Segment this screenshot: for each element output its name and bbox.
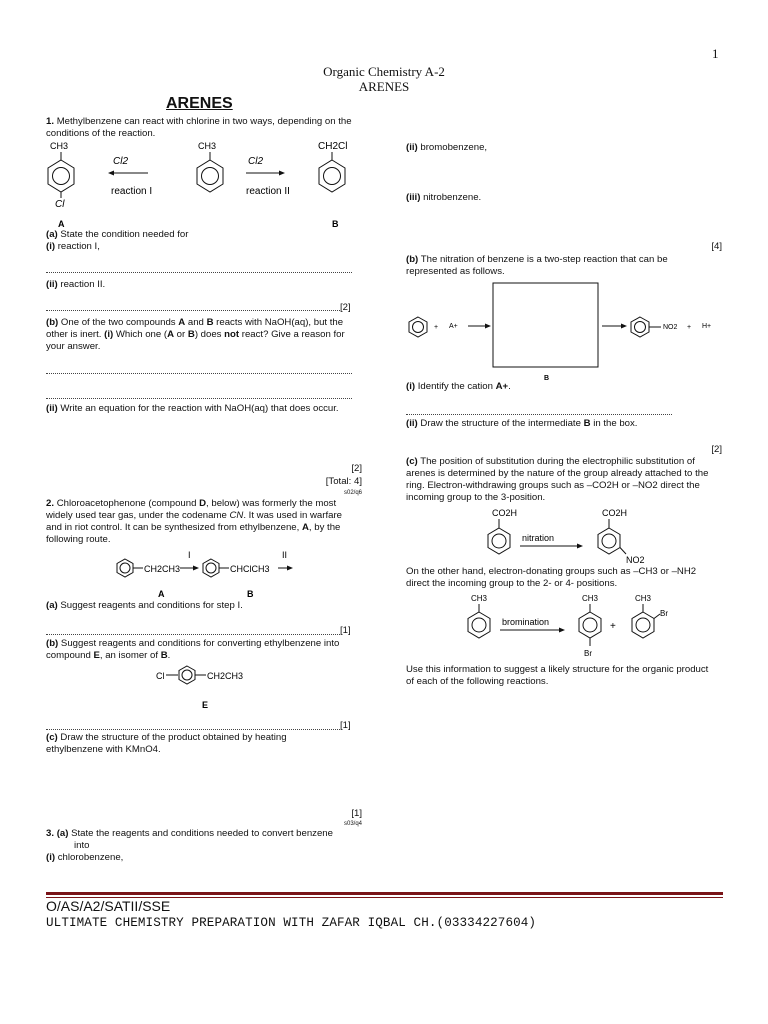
q3-part-c xyxy=(406,456,716,504)
compound-e-structure xyxy=(150,662,270,714)
nitration-plus-1: + xyxy=(434,324,439,331)
nitration-scheme xyxy=(404,280,722,384)
q2-intro-1: Chloroacetophenone (compound xyxy=(56,498,197,509)
q3-iii-text: nitrobenzene. xyxy=(423,192,482,203)
q3-a-text: State the reagents and conditions needed to convert benzene xyxy=(71,828,333,839)
q1-part-b-ii xyxy=(46,403,366,415)
q1-ch3-label-center: CH3 xyxy=(198,141,217,151)
q3-c-text-3: Use this information to suggest a likely structure for the organic product of each of the following reactions. xyxy=(406,664,709,687)
q2-b-text1: Suggest reagents and conditions for converting ethylbenzene into compound xyxy=(46,638,340,661)
q2-c-mark: [1] xyxy=(351,808,362,819)
page-number: 1 xyxy=(712,46,719,61)
q3-part-a-iii xyxy=(406,192,481,204)
q1-b-compound-b: B xyxy=(206,317,214,328)
q3-part-a xyxy=(46,828,358,840)
q1-a-i-text: reaction I, xyxy=(57,241,100,252)
answer-line[interactable] xyxy=(46,729,340,730)
document-title: Organic Chemistry A-2 xyxy=(323,64,445,79)
chlorotoluene-structure xyxy=(48,141,74,210)
answer-line[interactable] xyxy=(46,634,340,635)
document-subtitle: ARENES xyxy=(358,79,410,94)
bromination-plus: + xyxy=(610,621,616,632)
toluene-structure xyxy=(197,141,223,192)
q2-part-c xyxy=(46,732,336,756)
q3-ii-label: (ii) xyxy=(406,142,418,153)
bromination-br-para: Br xyxy=(584,649,592,658)
compound-e-cl-label: Cl xyxy=(156,671,165,681)
q3-b-i-dot: . xyxy=(508,381,511,392)
nitration-example-scheme xyxy=(484,504,664,566)
answer-line[interactable] xyxy=(46,398,352,399)
q3-c-label: (c) xyxy=(406,456,418,467)
q1-reagent2: Cl2 xyxy=(248,156,264,167)
q3-b-i-cation: A+ xyxy=(495,381,509,392)
section-title: ARENES xyxy=(166,95,233,112)
nitration-example-co2h-1: CO2H xyxy=(492,508,518,518)
q2-synthesis-scheme xyxy=(110,548,310,598)
q1-a-mark: [2] xyxy=(340,302,351,313)
bromination-example-scheme xyxy=(458,590,688,668)
q2-step2-label: II xyxy=(282,550,288,560)
q1-a-ii-text: reaction II. xyxy=(60,279,106,290)
footer-author: ULTIMATE CHEMISTRY PREPARATION WITH ZAFAR IQBAL CH.(03334227604) xyxy=(46,916,537,930)
bromination-br-ortho: Br xyxy=(660,609,668,618)
q2-b-mark: [1] xyxy=(340,720,351,731)
q3-b-mark: [2] xyxy=(711,444,722,455)
compound-e-label: E xyxy=(202,700,209,710)
nitration-example-co2h-2: CO2H xyxy=(602,508,628,518)
q3-number: 3. xyxy=(46,828,55,839)
q1-b-text2: reacts with NaOH(aq), but the other is inert. xyxy=(46,317,344,340)
q3-b-text: The nitration of benzene is a two-step reaction that can be represented as follows. xyxy=(406,254,668,277)
q2-label-a: A xyxy=(158,589,165,598)
q1-intro xyxy=(46,116,356,140)
q1-a-i-label: (i) xyxy=(46,241,56,252)
q1-b-label: (b) xyxy=(46,317,59,328)
q1-intro-text: Methylbenzene can react with chlorine in two ways, depending on the conditions of the reaction. xyxy=(46,116,352,139)
q2-part-b xyxy=(46,638,362,662)
q3-ii-text: bromobenzene, xyxy=(420,142,488,153)
q1-b-ii-label: (ii) xyxy=(46,403,58,414)
benzyl-chloride-structure xyxy=(318,141,347,192)
q3-into: into xyxy=(74,840,90,851)
nitration-plus-2: + xyxy=(687,324,692,331)
q3-b-i-label: (i) xyxy=(406,381,416,392)
q2-intro-3: . It was used in warfare and in riot control. It can be synthesized from ethylbenzene, xyxy=(46,510,342,533)
q1-reagent1: Cl2 xyxy=(113,156,129,167)
q3-b-ii-text1: Draw the structure of the intermediate xyxy=(420,418,581,429)
q2-ethyl-label: CH2CH3 xyxy=(144,564,181,574)
q2-a-text: Suggest reagents and conditions for step I. xyxy=(60,600,243,611)
nitration-example-no2: NO2 xyxy=(626,555,645,565)
q2-compound-a: A xyxy=(301,522,309,533)
q1-b-i-not: not xyxy=(224,329,240,340)
q1-b-ii-text: Write an equation for the reaction with NaOH(aq) that does occur. xyxy=(60,403,339,414)
q3-part-b-i xyxy=(406,381,511,393)
q2-c-text: Draw the structure of the product obtained by heating ethylbenzene with KMnO4. xyxy=(46,732,287,755)
q1-compound-a-label: A xyxy=(58,219,65,229)
q1-b-and: and xyxy=(187,317,204,328)
q3-i-label: (i) xyxy=(46,852,56,863)
q1-b-i-text1: Which one ( xyxy=(115,329,168,340)
nitration-product-no2: NO2 xyxy=(663,324,678,331)
q2-chloroethyl-label: CHClCH3 xyxy=(230,564,270,574)
q3-part-b-ii xyxy=(406,418,637,430)
q2-b-label: (b) xyxy=(46,638,59,649)
bromination-ch3-1: CH3 xyxy=(471,594,488,603)
answer-line[interactable] xyxy=(46,272,352,273)
q1-total: [Total: 4] xyxy=(325,476,362,487)
q2-part-a xyxy=(46,600,358,612)
q3-b-i-text: Identify the cation xyxy=(417,381,493,392)
q1-a-ii-label: (ii) xyxy=(46,279,58,290)
q2-a-mark: [1] xyxy=(340,625,351,636)
q2-label-b: B xyxy=(247,589,254,598)
intermediate-box-label: B xyxy=(544,375,550,382)
q1-ch3-label-a: CH3 xyxy=(50,141,69,151)
q2-b-compound-e: E xyxy=(93,650,100,661)
q2-a-label: (a) xyxy=(46,600,58,611)
q2-number: 2. xyxy=(46,498,55,509)
q3-c-text: The position of substitution during the electrophilic substitution of arenes is determined by the nature of the group already attached to the ring. Electron-withdrawing groups such as –CO2H or –NO2 direct the incoming group to the 3-position. xyxy=(406,456,709,503)
q3-part-b xyxy=(406,254,706,278)
intermediate-answer-box xyxy=(493,283,598,367)
bromination-ch3-2: CH3 xyxy=(582,594,599,603)
q2-b-text2: , an isomer of xyxy=(99,650,159,661)
q3-i-text: chlorobenzene, xyxy=(57,852,124,863)
q1-part-a xyxy=(46,229,356,253)
q1-a-text: State the condition needed for xyxy=(60,229,189,240)
q1-reaction1: reaction I xyxy=(111,186,153,197)
q2-compound-d: D xyxy=(199,498,207,509)
q2-intro xyxy=(46,498,358,546)
q1-b-i-text2: ) does xyxy=(194,329,222,340)
q1-reference: s02/q6 xyxy=(343,490,362,496)
q3-b-ii-label: (ii) xyxy=(406,418,418,429)
q3-b-label: (b) xyxy=(406,254,419,265)
q1-reaction2: reaction II xyxy=(246,186,290,197)
q1-b-i-text3: react? Give a reason for your answer. xyxy=(46,329,345,352)
q1-a-label: (a) xyxy=(46,229,58,240)
answer-line[interactable] xyxy=(406,414,672,415)
q3-b-ii-text2: in the box. xyxy=(593,418,638,429)
nitration-cation: A+ xyxy=(449,323,458,330)
q2-b-dot: . xyxy=(167,650,171,661)
q1-compound-b-label: B xyxy=(332,219,339,229)
q3-a-label: (a) xyxy=(56,828,69,839)
q2-step1-label: I xyxy=(188,550,191,560)
q3-iii-label: (iii) xyxy=(406,192,421,203)
answer-line[interactable] xyxy=(46,310,340,311)
q1-b-i-label: (i) xyxy=(104,329,114,340)
q1-ch2cl-label: CH2Cl xyxy=(318,141,348,152)
q2-c-label: (c) xyxy=(46,732,58,743)
q1-cl-label-a: Cl xyxy=(55,199,65,210)
footer-course-code: O/AS/A2/SATII/SSE xyxy=(46,898,171,914)
q3-part-a-i xyxy=(46,852,123,864)
q1-b-mark: [2] xyxy=(351,463,362,474)
q2-intro-2: , below) was formerly the most widely used tear gas, under the codename xyxy=(46,498,337,521)
q1-part-b xyxy=(46,317,356,353)
q2-b-compound-b: B xyxy=(160,650,168,661)
q1-b-i-a: A xyxy=(167,329,174,340)
bromination-ch3-3: CH3 xyxy=(635,594,652,603)
footer-rule-top xyxy=(46,892,723,895)
q1-number: 1. xyxy=(46,116,55,127)
q3-part-a-ii xyxy=(406,142,487,154)
answer-line[interactable] xyxy=(46,373,352,374)
q1-b-i-or: or xyxy=(176,329,186,340)
bromination-arrow-label: bromination xyxy=(502,617,550,627)
nitration-example-arrow-label: nitration xyxy=(522,533,555,543)
q1-b-text1: One of the two compounds xyxy=(60,317,176,328)
q3-b-ii-b: B xyxy=(583,418,591,429)
q1-chlorination-scheme xyxy=(40,138,360,230)
compound-e-ethyl-label: CH2CH3 xyxy=(207,671,244,681)
q2-codename: CN xyxy=(229,510,244,521)
q1-b-compound-a: A xyxy=(178,317,186,328)
nitration-h-ion: H+ xyxy=(702,323,712,330)
q1-part-a-ii xyxy=(46,279,105,291)
q1-b-i-b: B xyxy=(187,329,195,340)
q3-a-mark: [4] xyxy=(711,241,722,252)
q2-intro-4: , by the following route. xyxy=(46,522,341,545)
q2-reference: s03/q4 xyxy=(343,821,362,827)
q3-c-text-2: On the other hand, electron-donating groups such as –CH3 or –NH2 direct the incoming group to the 2- or 4- positions. xyxy=(406,566,697,589)
